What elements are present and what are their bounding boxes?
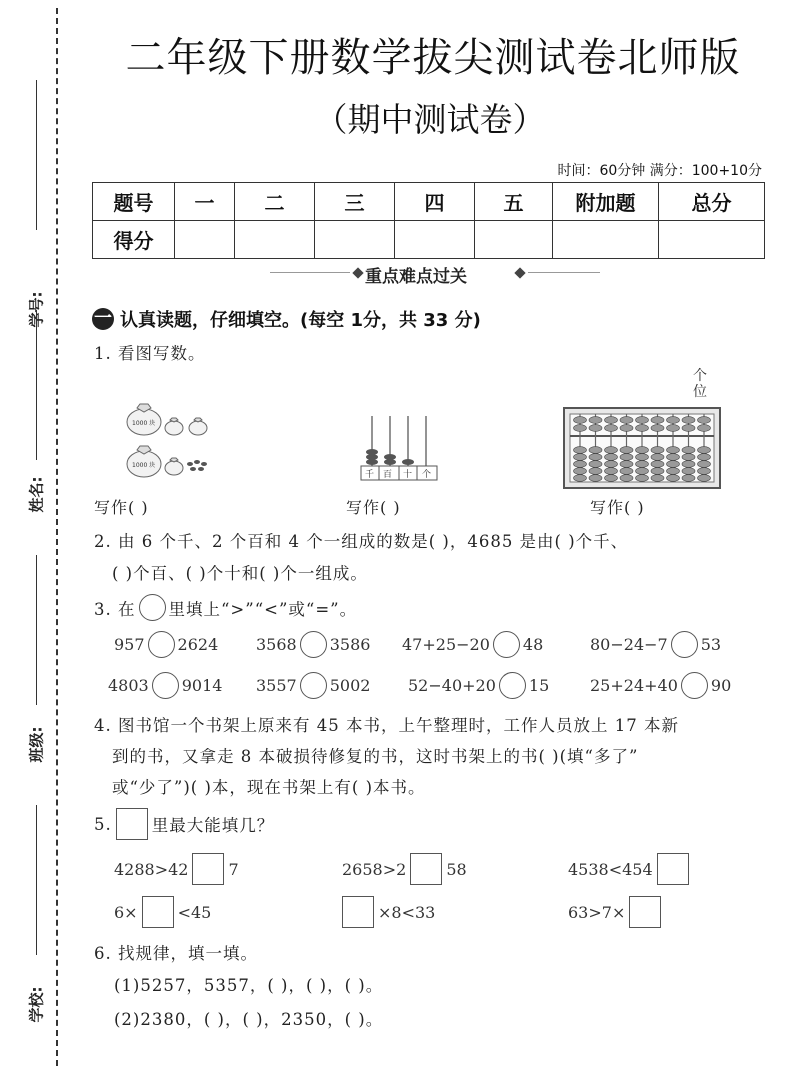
abacus-bead — [651, 461, 664, 468]
q1-answer-1[interactable]: 写作( ) — [94, 498, 149, 517]
q5-left: 4538<454 — [568, 859, 653, 879]
abacus-label-char: 位 — [693, 384, 707, 400]
abacus-bead — [574, 454, 587, 461]
abacus-bead — [667, 461, 680, 468]
q3-left: 3568 — [256, 635, 297, 654]
school-label: 学校: — [27, 986, 46, 1023]
abacus-bead — [589, 447, 602, 454]
abacus-ones-label — [690, 368, 710, 400]
section-1-heading — [92, 306, 481, 332]
q3-left: 52−40+20 — [408, 676, 496, 695]
student-info-sidebar — [0, 0, 64, 1072]
abacus-bead — [698, 447, 711, 454]
student-name-label: 姓名: — [27, 476, 46, 513]
q5-item — [568, 853, 693, 885]
q5-left: 4288>42 — [114, 859, 189, 879]
q3-answer-circle[interactable] — [499, 672, 526, 699]
abacus-bead — [667, 417, 680, 424]
q5-answer-box[interactable] — [657, 853, 689, 885]
q5-right: 58 — [446, 859, 467, 879]
q4-line-2: 到的书，又拿走 8 本破损待修复的书，这时书架上的书( )(填“多了” — [112, 747, 639, 766]
abacus-bead — [589, 468, 602, 475]
section-banner — [270, 262, 600, 287]
abacus-bead — [620, 454, 633, 461]
q3-compare-item — [114, 631, 218, 658]
student-id-label: 学号: — [27, 291, 46, 328]
q3-right: 9014 — [181, 676, 223, 695]
score-header-cell: 总分 — [659, 183, 765, 221]
q3-left: 3557 — [256, 676, 297, 695]
q5-answer-box[interactable] — [192, 853, 224, 885]
abacus-bead — [682, 468, 695, 475]
counting-rods-picture — [358, 376, 448, 486]
q3-answer-circle[interactable] — [681, 672, 708, 699]
q5-box-sample — [116, 808, 148, 840]
cut-line — [56, 8, 58, 1066]
abacus-bead — [574, 475, 587, 482]
abacus-picture — [562, 406, 722, 490]
counter-place-label: 十 — [403, 470, 413, 480]
abacus-bead — [651, 447, 664, 454]
q5-prefix: 5. — [94, 814, 112, 834]
q1-pictures — [90, 370, 770, 490]
q5-answer-box[interactable] — [142, 896, 174, 928]
abacus-bead — [698, 461, 711, 468]
q3-answer-circle[interactable] — [493, 631, 520, 658]
q3-left: 80−24−7 — [590, 635, 668, 654]
abacus-bead — [651, 454, 664, 461]
q5-item — [114, 853, 239, 885]
abacus-bead — [574, 468, 587, 475]
q3-suffix: 里填上“>”“<”或“=”。 — [168, 599, 358, 619]
banner-rule-right — [528, 272, 600, 273]
q5-right: <45 — [177, 902, 212, 922]
abacus-bead — [574, 425, 587, 432]
q5-left: 6× — [114, 902, 138, 922]
section-number-badge: 一 — [94, 308, 112, 329]
abacus-bead — [667, 425, 680, 432]
q5-item — [114, 896, 211, 928]
q5-heading — [94, 808, 274, 840]
q3-answer-circle[interactable] — [300, 631, 327, 658]
abacus-bead — [698, 425, 711, 432]
small-bag-icon — [165, 418, 207, 435]
abacus-bead — [605, 417, 618, 424]
counter-place-label: 个 — [422, 470, 432, 480]
q5-answer-box[interactable] — [342, 896, 374, 928]
class-blank[interactable] — [36, 555, 37, 705]
abacus-bead — [636, 425, 649, 432]
abacus-bead — [605, 475, 618, 482]
small-bag-icon — [165, 458, 183, 475]
abacus-bead — [620, 475, 633, 482]
score-cell[interactable] — [553, 221, 659, 259]
class-field — [22, 555, 46, 763]
page-subtitle: （期中测试卷） — [314, 100, 546, 139]
abacus-bead — [589, 454, 602, 461]
exam-meta: 时间：60分钟 满分：100+10分 — [557, 163, 762, 179]
score-header-cell: 附加题 — [553, 183, 659, 221]
abacus-bead — [667, 475, 680, 482]
abacus-bead — [605, 454, 618, 461]
abacus-bead — [698, 417, 711, 424]
q3-right: 5002 — [329, 676, 371, 695]
student-name-field — [22, 310, 46, 513]
abacus-bead — [589, 425, 602, 432]
q3-answer-circle[interactable] — [300, 672, 327, 699]
q3-right: 2624 — [177, 635, 219, 654]
q3-compare-item — [108, 672, 222, 699]
abacus-bead — [636, 417, 649, 424]
abacus-bead — [667, 468, 680, 475]
q3-compare-item — [408, 672, 549, 699]
score-table — [92, 182, 765, 259]
abacus-bead — [667, 454, 680, 461]
q3-left: 25+24+40 — [590, 676, 678, 695]
abacus-bead — [605, 468, 618, 475]
q5-right: ×8<33 — [378, 902, 436, 922]
abacus-bead — [682, 425, 695, 432]
q2-line-2: ( )个百、( )个十和( )个一组成。 — [112, 564, 368, 583]
q4-line-3: 或“少了”)( )本，现在书架上有( )本书。 — [112, 778, 426, 797]
q3-left: 957 — [114, 635, 145, 654]
abacus-bead — [698, 468, 711, 475]
abacus-bead — [682, 454, 695, 461]
abacus-bead — [589, 475, 602, 482]
student-name-blank[interactable] — [36, 310, 37, 460]
q3-answer-circle[interactable] — [152, 672, 179, 699]
abacus-bead — [589, 417, 602, 424]
student-id-blank[interactable] — [36, 80, 37, 230]
abacus-bead — [698, 475, 711, 482]
q3-compare-item — [256, 631, 370, 658]
score-header-cell: 四 — [395, 183, 475, 221]
school-blank[interactable] — [36, 805, 37, 955]
q1-text: 1. 看图写数。 — [94, 344, 206, 363]
abacus-bead — [620, 461, 633, 468]
q5-left: 63>7× — [568, 902, 626, 922]
school-field — [22, 805, 46, 1025]
q3-right: 53 — [700, 635, 722, 654]
banner-diamond-icon — [514, 267, 525, 278]
q3-right: 3586 — [329, 635, 371, 654]
section-1-title: 认真读题，仔细填空。(每空 1分，共 33 分) — [120, 310, 481, 331]
abacus-bead — [620, 417, 633, 424]
q3-right: 15 — [528, 676, 550, 695]
abacus-label-char: 个 — [693, 368, 707, 384]
q1-answer-3[interactable]: 写作( ) — [590, 498, 645, 517]
abacus-bead — [620, 468, 633, 475]
q1-answer-2[interactable]: 写作( ) — [346, 498, 401, 517]
abacus-bead — [682, 417, 695, 424]
q3-circle-sample — [139, 594, 166, 621]
q5-item — [342, 853, 467, 885]
q3-compare-item — [256, 672, 370, 699]
banner-diamond-icon — [352, 267, 363, 278]
q3-right: 48 — [522, 635, 544, 654]
abacus-bead — [620, 425, 633, 432]
abacus-bead — [620, 447, 633, 454]
abacus-bead — [636, 468, 649, 475]
abacus-bead — [636, 454, 649, 461]
score-header-cell: 五 — [475, 183, 553, 221]
banner-title: 重点难点过关 — [365, 267, 467, 287]
student-id-field — [22, 80, 46, 328]
counter-place-label: 千 — [365, 470, 375, 480]
score-row-label: 得分 — [93, 221, 175, 259]
banner-rule-left — [270, 272, 350, 273]
abacus-bead — [574, 417, 587, 424]
big-bag-label: 1000 块 — [132, 462, 156, 469]
abacus-bead — [667, 447, 680, 454]
score-cell[interactable] — [659, 221, 765, 259]
score-header-cell: 题号 — [93, 183, 175, 221]
abacus-bead — [636, 447, 649, 454]
q2-line-1: 2. 由 6 个千、2 个百和 4 个一组成的数是( )，4685 是由( )个千、 — [94, 532, 629, 551]
q3-right: 90 — [710, 676, 732, 695]
abacus-bead — [651, 475, 664, 482]
score-header-row — [93, 183, 765, 221]
score-cell[interactable] — [175, 221, 235, 259]
abacus-bead — [682, 475, 695, 482]
abacus-bead — [605, 425, 618, 432]
abacus-bead — [651, 468, 664, 475]
q5-item — [568, 896, 665, 928]
q5-answer-box[interactable] — [410, 853, 442, 885]
abacus-bead — [605, 461, 618, 468]
score-cell[interactable] — [395, 221, 475, 259]
abacus-bead — [682, 461, 695, 468]
q3-prefix: 3. 在 — [94, 599, 136, 619]
q3-compare-item — [402, 631, 543, 658]
q6-title: 6. 找规律，填一填。 — [94, 944, 258, 963]
counter-place-label: 百 — [383, 470, 393, 480]
q3-answer-circle[interactable] — [148, 631, 175, 658]
q3-left: 47+25−20 — [402, 635, 490, 654]
q3-left: 4803 — [108, 676, 149, 695]
abacus-bead — [682, 447, 695, 454]
counter-rods — [372, 416, 426, 466]
score-cell[interactable] — [315, 221, 395, 259]
score-value-row — [93, 221, 765, 259]
abacus-bead — [574, 461, 587, 468]
coins-icon — [187, 460, 207, 471]
abacus-bead — [636, 461, 649, 468]
page-title: 二年级下册数学拔尖测试卷北师版 — [125, 35, 741, 81]
score-cell[interactable] — [235, 221, 315, 259]
q6-line-2: (2)2380，( )，( )，2350，( )。 — [114, 1010, 384, 1029]
abacus-bead — [636, 475, 649, 482]
q3-heading — [94, 594, 357, 621]
abacus-bead — [651, 425, 664, 432]
q5-right: 7 — [228, 859, 239, 879]
big-bag-label: 1000 块 — [132, 420, 156, 427]
abacus-bead — [651, 417, 664, 424]
score-header-cell: 二 — [235, 183, 315, 221]
q3-compare-item — [590, 631, 721, 658]
q6-line-1: (1)5257，5357，( )，( )，( )。 — [114, 976, 384, 995]
abacus-bead — [605, 447, 618, 454]
q4-line-1: 4. 图书馆一个书架上原来有 45 本书，上午整理时，工作人员放上 17 本新 — [94, 716, 679, 735]
class-label: 班级: — [27, 726, 46, 763]
q5-item — [338, 896, 435, 928]
score-header-cell: 一 — [175, 183, 235, 221]
score-header-cell: 三 — [315, 183, 395, 221]
q3-compare-item — [590, 672, 731, 699]
abacus-bead — [574, 447, 587, 454]
q5-suffix: 里最大能填几？ — [151, 816, 275, 835]
abacus-bead — [698, 454, 711, 461]
q5-left: 2658>2 — [342, 859, 407, 879]
money-bags-picture — [124, 394, 234, 484]
score-cell[interactable] — [475, 221, 553, 259]
abacus-bead — [589, 461, 602, 468]
q3-answer-circle[interactable] — [671, 631, 698, 658]
q5-answer-box[interactable] — [629, 896, 661, 928]
